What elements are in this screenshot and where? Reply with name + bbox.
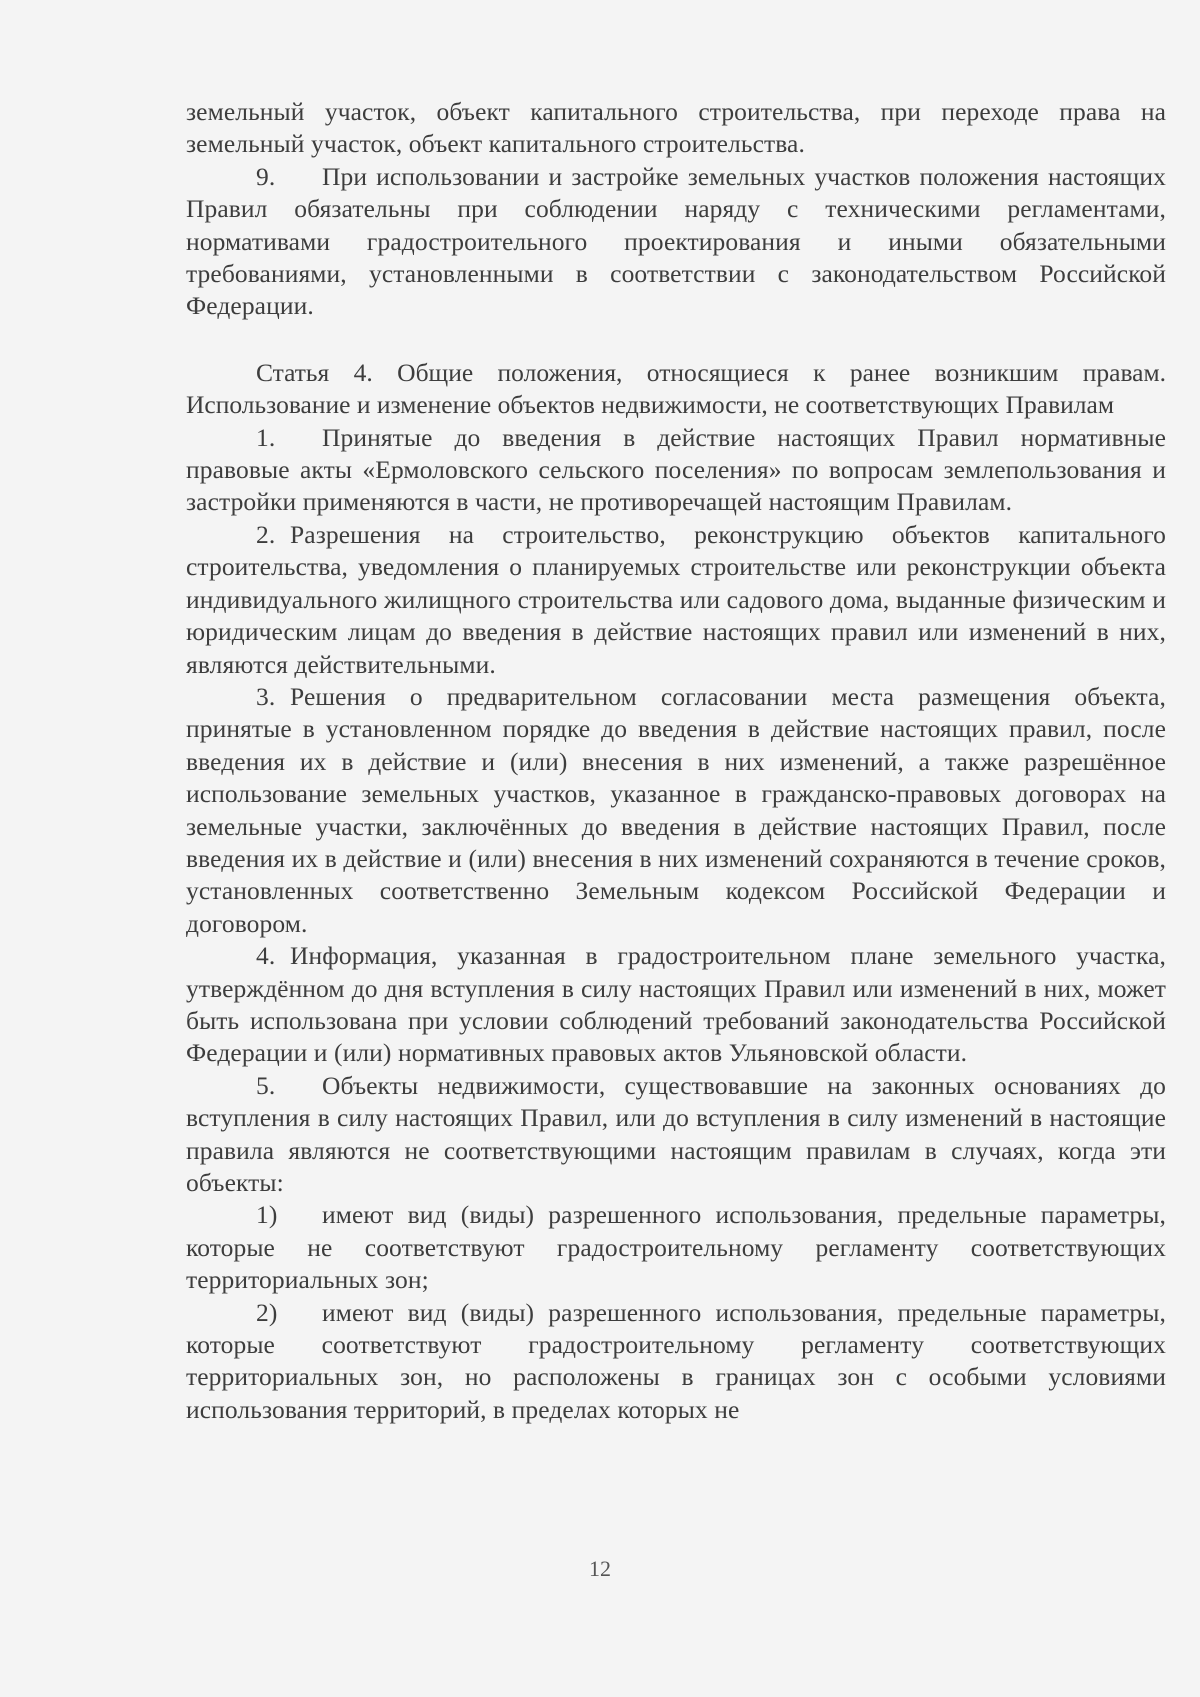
article-4-item-2 xyxy=(186,519,1166,681)
item-text: При использовании и застройке земельных участков положения настоящих Правил обязательны при соблюдении наряду с техническими регламентами, нормативами градостроительного проектирования и иными обязательными требованиями, установленными в соответствии с законодательством Российской Федерации. xyxy=(186,161,1166,321)
article-4-item-3 xyxy=(186,681,1166,940)
article-4-subitem-1 xyxy=(186,1199,1166,1296)
item-number: 2) xyxy=(256,1297,278,1327)
document-page xyxy=(186,96,1166,1426)
item-text: Решения о предварительном согласовании места размещения объекта, принятые в установленном порядке до введения в действие настоящих правил, после введения их в действие и (или) внесения в них изменений, а также разрешённое использование земельных участков, указанное в гражданско-правовых договорах на земельные участки, заключённых до введения в действие настоящих Правил, после введения их в действие и (или) внесения в них изменений сохраняются в течение сроков, установленных соответственно Земельным кодексом Российской Федерации и договором. xyxy=(186,681,1166,938)
article-4-item-1 xyxy=(186,422,1166,519)
item-text: имеют вид (виды) разрешенного использования, предельные параметры, которые не соответствуют градостроительному регламенту соответствующих территориальных зон; xyxy=(186,1200,1166,1295)
item-text: имеют вид (виды) разрешенного использования, предельные параметры, которые соответствуют градостроительному регламенту соответствующих территориальных зон, но расположены в границах зон с особыми условиями использования территорий, в пределах которых не xyxy=(186,1297,1166,1424)
page-number: 12 xyxy=(589,1556,611,1581)
item-number: 3. xyxy=(256,681,276,711)
paragraph-continuation: земельный участок, объект капитального строительства, при переходе права на земельный участок, объект капитального строительства. xyxy=(186,97,1166,159)
article-4-item-4 xyxy=(186,940,1166,1070)
paragraph-item-9 xyxy=(186,161,1166,323)
item-number: 2. xyxy=(256,519,276,549)
article-4-item-5 xyxy=(186,1070,1166,1200)
item-text: Принятые до введения в действие настоящих Правил нормативные правовые акты «Ермоловского сельского поселения» по вопросам землепользования и застройки применяются в части, не противоречащей настоящим Правилам. xyxy=(186,422,1166,517)
item-number: 4. xyxy=(256,941,276,971)
article-4-title: Статья 4. Общие положения, относящиеся к ранее возникшим правам. Использование и изменение объектов недвижимости, не соответствующих Правилам xyxy=(186,357,1166,420)
item-number: 5. xyxy=(256,1070,276,1100)
article-4-subitem-2 xyxy=(186,1297,1166,1427)
item-number: 1) xyxy=(256,1200,278,1230)
item-number: 1. xyxy=(256,422,276,452)
item-number: 9. xyxy=(256,161,276,191)
item-text: Информация, указанная в градостроительном плане земельного участка, утверждённом до дня вступления в силу настоящих Правил или изменений в них, может быть использована при условии соблюдений требований законодательства Российской Федерации и (или) нормативных правовых актов Ульяновской области. xyxy=(186,941,1166,1068)
item-text: Разрешения на строительство, реконструкцию объектов капитального строительства, уведомления о планируемых строительстве или реконструкции объекта индивидуального жилищного строительства или садового дома, выданные физическим и юридическим лицам до введения в действие настоящих правил или изменений в них, являются действительными. xyxy=(186,519,1166,679)
item-text: Объекты недвижимости, существовавшие на законных основаниях до вступления в силу настоящих Правил, или до вступления в силу изменений в настоящие правила являются не соответствующими настоящим правилам в случаях, когда эти объекты: xyxy=(186,1070,1166,1197)
